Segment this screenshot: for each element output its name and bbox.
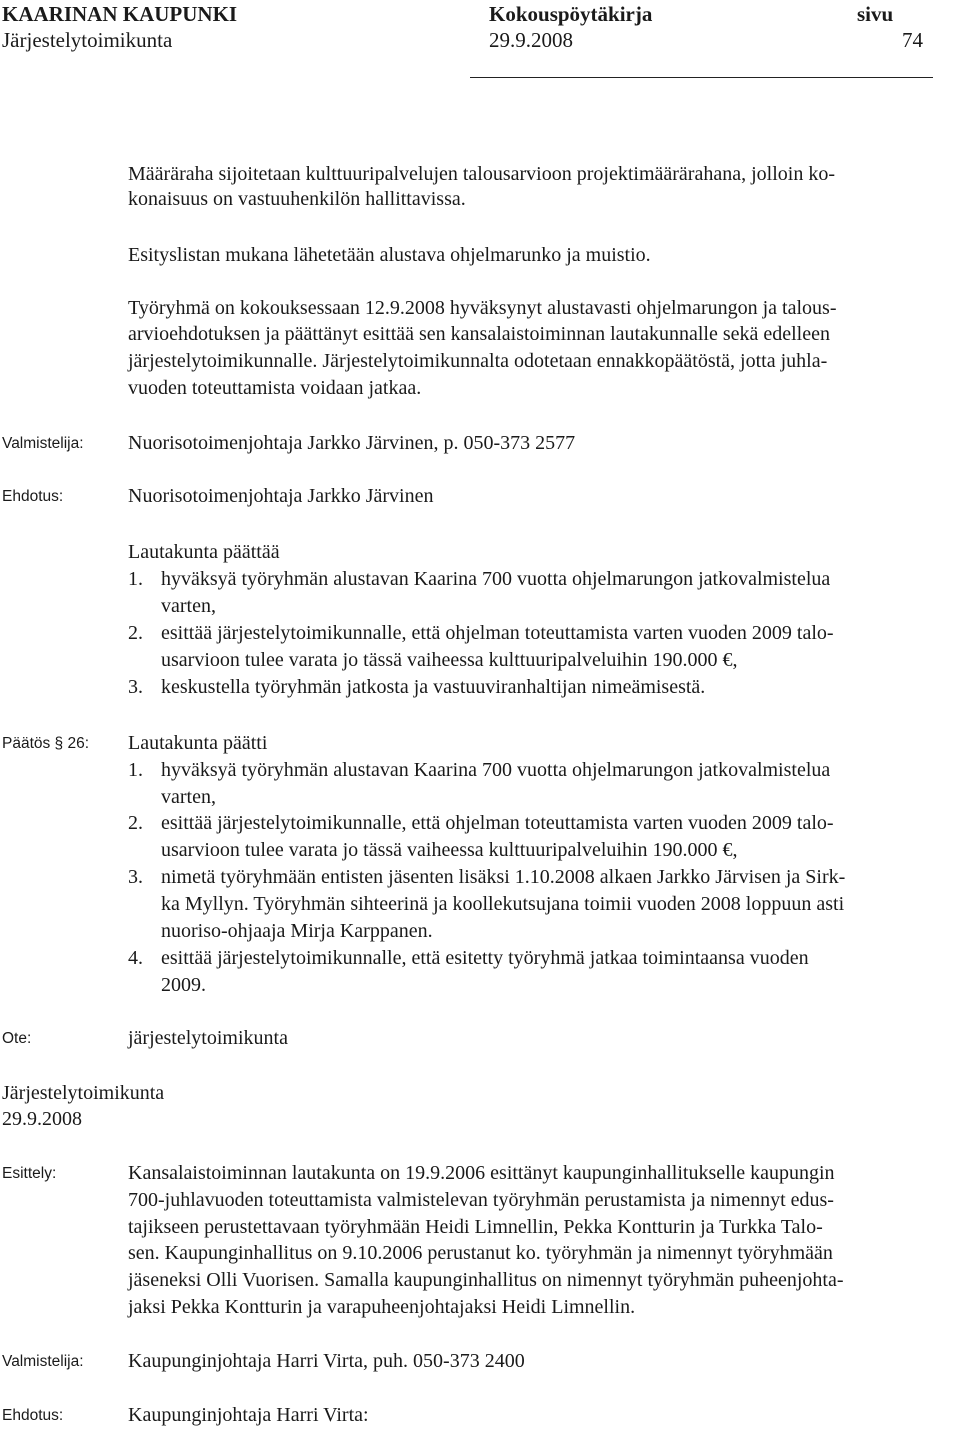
esittely-line: tajikseen perustettavaan työryhmään Heidi Limnellin, Pekka Kontturin ja Turkka Talo-	[128, 1216, 823, 1238]
decision-item-line: nuoriso-ohjaaja Mirja Karppanen.	[161, 920, 433, 942]
intro-p1-line: Määräraha sijoitetaan kulttuuripalvelujen talousarvioon projektimäärärahana, jolloin ko-	[128, 163, 835, 185]
header-body: Järjestelytoimikunta	[2, 28, 173, 52]
decision-intro: Lautakunta päätti	[128, 732, 268, 754]
esittely-line: 700-juhlavuoden toteuttamista valmistelevan työryhmän perustamista ja nimennyt edus-	[128, 1189, 834, 1211]
proposal-item-line: hyväksyä työryhmän alustavan Kaarina 700 vuotta ohjelmarungon jatkovalmistelua	[161, 568, 831, 590]
header-date: 29.9.2008	[489, 28, 573, 52]
decision-item-line: 2009.	[161, 974, 206, 996]
proposal-item-line: esittää järjestelytoimikunnalle, että ohjelman toteuttamista varten vuoden 2009 talo-	[161, 622, 834, 644]
org-name: KAARINAN KAUPUNKI	[2, 2, 238, 26]
decision-item-line: ka Myllyn. Työryhmän sihteerinä ja koollekutsujana toimii vuoden 2008 loppuun asti	[161, 893, 845, 915]
valmistelija-value: Nuorisotoimenjohtaja Jarkko Järvinen, p. 050-373 2577	[128, 432, 576, 454]
esittely-line: Kansalaistoiminnan lautakunta on 19.9.2006 esittänyt kaupunginhallitukselle kaupungin	[128, 1162, 835, 1184]
intro-p2-line: Esityslistan mukana lähetetään alustava ohjelmarunko ja muistio.	[128, 244, 651, 266]
ehdotus-value: Kaupunginjohtaja Harri Virta:	[128, 1404, 369, 1426]
proposal-item-line: varten,	[161, 595, 216, 617]
doc-type: Kokouspöytäkirja	[489, 2, 653, 26]
decision-item-number: 2.	[128, 812, 143, 834]
proposal-intro: Lautakunta päättää	[128, 541, 280, 563]
ehdotus-label: Ehdotus:	[2, 1407, 64, 1424]
proposal-item-number: 3.	[128, 676, 143, 698]
intro-p1-line: konaisuus on vastuuhenkilön hallittavissa.	[128, 188, 466, 210]
section2-date: 29.9.2008	[2, 1108, 82, 1130]
intro-p3-line: järjestelytoimikunnalle. Järjestelytoimikunnalta odotetaan ennakkopäätöstä, jotta juhla-	[128, 350, 828, 372]
intro-p3-line: arvioehdotuksen ja päättänyt esittää sen kansalaistoiminnan lautakunnalle sekä edelleen	[128, 323, 830, 345]
proposal-item-line: usarvioon tulee varata jo tässä vaiheessa kulttuuripalveluihin 190.000 €,	[161, 649, 738, 671]
decision-item-line: esittää järjestelytoimikunnalle, että ohjelman toteuttamista varten vuoden 2009 talo-	[161, 812, 834, 834]
valmistelija-label: Valmistelija:	[2, 435, 84, 452]
decision-item-line: nimetä työryhmään entisten jäsenten lisäksi 1.10.2008 alkaen Jarkko Järvisen ja Sirk-	[161, 866, 846, 888]
proposal-item-number: 2.	[128, 622, 143, 644]
decision-item-line: hyväksyä työryhmän alustavan Kaarina 700 vuotta ohjelmarungon jatkovalmistelua	[161, 759, 831, 781]
intro-p3-line: vuoden toteuttamista voidaan jatkaa.	[128, 377, 422, 399]
esittely-line: sen. Kaupunginhallitus on 9.10.2006 perustanut ko. työryhmän ja nimennyt työryhmään	[128, 1242, 833, 1264]
page-label: sivu	[857, 2, 894, 26]
decision-item-number: 4.	[128, 947, 143, 969]
valmistelija-value: Kaupunginjohtaja Harri Virta, puh. 050-373 2400	[128, 1350, 525, 1372]
ehdotus-value: Nuorisotoimenjohtaja Jarkko Järvinen	[128, 485, 434, 507]
paatos-label: Päätös § 26:	[2, 735, 90, 752]
intro-p3-line: Työryhmä on kokouksessaan 12.9.2008 hyväksynyt alustavasti ohjelmarungon ja talous-	[128, 297, 837, 319]
proposal-item-number: 1.	[128, 568, 143, 590]
valmistelija-label: Valmistelija:	[2, 1353, 84, 1370]
proposal-item-line: keskustella työryhmän jatkosta ja vastuuviranhaltijan nimeämisestä.	[161, 676, 706, 698]
ote-value: järjestelytoimikunta	[128, 1027, 288, 1049]
decision-item-number: 1.	[128, 759, 143, 781]
esittely-line: jaksi Pekka Kontturin ja varapuheenjohtajaksi Heidi Limnellin.	[128, 1296, 636, 1318]
esittely-line: jäseneksi Olli Vuorisen. Samalla kaupunginhallitus on nimennyt työryhmän puheenjohta-	[128, 1269, 844, 1291]
ehdotus-label: Ehdotus:	[2, 488, 64, 505]
page-number: 74	[902, 28, 923, 52]
ote-label: Ote:	[2, 1030, 32, 1047]
decision-item-line: esittää järjestelytoimikunnalle, että esitetty työryhmä jatkaa toimintaansa vuoden	[161, 947, 809, 969]
section2-body: Järjestelytoimikunta	[2, 1082, 165, 1104]
decision-item-number: 3.	[128, 866, 143, 888]
esittely-label: Esittely:	[2, 1165, 57, 1182]
decision-item-line: usarvioon tulee varata jo tässä vaiheessa kulttuuripalveluihin 190.000 €,	[161, 839, 738, 861]
decision-item-line: varten,	[161, 786, 216, 808]
header-rule	[470, 77, 933, 78]
